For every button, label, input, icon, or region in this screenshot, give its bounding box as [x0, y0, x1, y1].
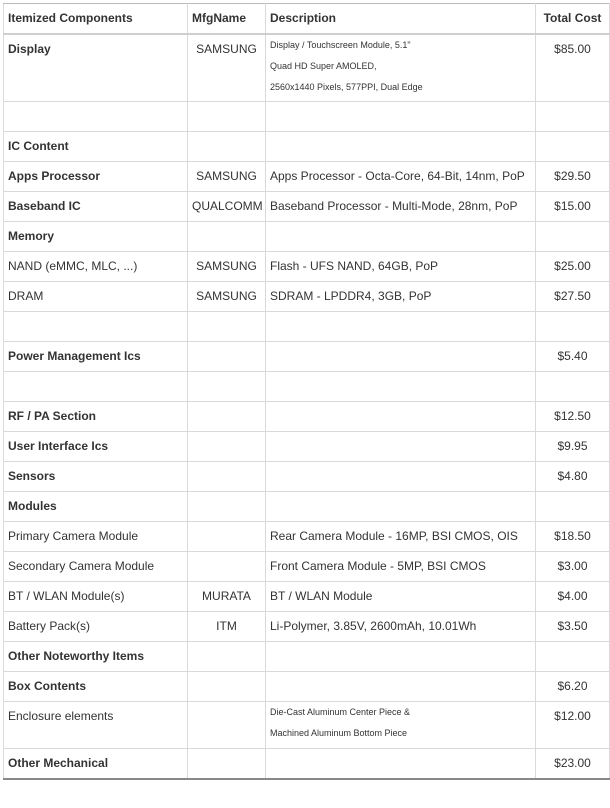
description-cell — [266, 222, 536, 252]
component-cell — [4, 102, 188, 132]
mfg-cell: ITM — [188, 612, 266, 642]
mfg-cell — [188, 462, 266, 492]
table-row — [4, 672, 610, 702]
header-component: Itemized Components — [4, 4, 188, 35]
cost-cell — [536, 372, 610, 402]
mfg-cell — [188, 132, 266, 162]
mfg-cell — [188, 552, 266, 582]
table-row — [4, 432, 610, 462]
cost-cell: $29.50 — [536, 162, 610, 192]
mfg-cell — [188, 222, 266, 252]
component-cell: Box Contents — [4, 672, 188, 702]
component-cell — [4, 372, 188, 402]
description-cell: Flash - UFS NAND, 64GB, PoP — [266, 252, 536, 282]
cost-cell: $18.50 — [536, 522, 610, 552]
table-row — [4, 192, 610, 222]
cost-cell: $85.00 — [536, 34, 610, 102]
description-line: 2560x1440 Pixels, 577PPI, Dual Edge — [270, 82, 423, 92]
table-row — [4, 702, 610, 749]
component-cell — [4, 312, 188, 342]
components-table — [3, 3, 610, 780]
cost-cell: $3.00 — [536, 552, 610, 582]
description-cell: Li-Polymer, 3.85V, 2600mAh, 10.01Wh — [266, 612, 536, 642]
mfg-cell — [188, 432, 266, 462]
mfg-cell — [188, 342, 266, 372]
cost-cell: $5.40 — [536, 342, 610, 372]
description-cell: BT / WLAN Module — [266, 582, 536, 612]
description-cell — [266, 432, 536, 462]
mfg-cell — [188, 522, 266, 552]
cost-cell: $25.00 — [536, 252, 610, 282]
component-cell: Sensors — [4, 462, 188, 492]
component-cell: Secondary Camera Module — [4, 552, 188, 582]
mfg-cell — [188, 642, 266, 672]
description-cell — [266, 672, 536, 702]
description-cell — [266, 702, 536, 749]
table-row — [4, 642, 610, 672]
cost-cell — [536, 492, 610, 522]
cost-cell: $23.00 — [536, 749, 610, 780]
mfg-cell — [188, 702, 266, 749]
description-cell — [266, 102, 536, 132]
table-row — [4, 462, 610, 492]
mfg-cell: SAMSUNG — [188, 34, 266, 102]
description-cell — [266, 342, 536, 372]
mfg-cell — [188, 402, 266, 432]
table-row — [4, 552, 610, 582]
description-cell: Apps Processor - Octa-Core, 64-Bit, 14nm, PoP — [266, 162, 536, 192]
component-cell: Apps Processor — [4, 162, 188, 192]
description-cell — [266, 492, 536, 522]
table-row — [4, 342, 610, 372]
header-description: Description — [266, 4, 536, 35]
mfg-cell — [188, 102, 266, 132]
table-row — [4, 162, 610, 192]
component-cell: BT / WLAN Module(s) — [4, 582, 188, 612]
table-row — [4, 612, 610, 642]
mfg-cell: SAMSUNG — [188, 162, 266, 192]
cost-cell: $15.00 — [536, 192, 610, 222]
cost-cell — [536, 102, 610, 132]
table-row — [4, 34, 610, 102]
description-cell — [266, 34, 536, 102]
table-row — [4, 102, 610, 132]
cost-cell: $4.80 — [536, 462, 610, 492]
table-row — [4, 582, 610, 612]
description-cell: SDRAM - LPDDR4, 3GB, PoP — [266, 282, 536, 312]
component-cell: Display — [4, 34, 188, 102]
cost-cell: $3.50 — [536, 612, 610, 642]
component-cell: IC Content — [4, 132, 188, 162]
cost-cell — [536, 312, 610, 342]
mfg-cell: SAMSUNG — [188, 252, 266, 282]
mfg-cell: SAMSUNG — [188, 282, 266, 312]
header-cost: Total Cost — [536, 4, 610, 35]
cost-cell: $4.00 — [536, 582, 610, 612]
mfg-cell — [188, 492, 266, 522]
cost-cell: $27.50 — [536, 282, 610, 312]
component-cell: Other Noteworthy Items — [4, 642, 188, 672]
description-cell — [266, 372, 536, 402]
mfg-cell — [188, 372, 266, 402]
table-row — [4, 252, 610, 282]
mfg-cell: MURATA — [188, 582, 266, 612]
description-line: Quad HD Super AMOLED, — [270, 61, 377, 71]
table-row — [4, 522, 610, 552]
component-cell: RF / PA Section — [4, 402, 188, 432]
table-row — [4, 402, 610, 432]
cost-cell: $12.00 — [536, 702, 610, 749]
component-cell: DRAM — [4, 282, 188, 312]
description-cell: Baseband Processor - Multi-Mode, 28nm, PoP — [266, 192, 536, 222]
cost-cell — [536, 222, 610, 252]
mfg-cell — [188, 749, 266, 780]
description-cell — [266, 402, 536, 432]
description-cell — [266, 462, 536, 492]
mfg-cell — [188, 672, 266, 702]
table-row — [4, 749, 610, 780]
cost-cell: $6.20 — [536, 672, 610, 702]
cost-cell: $12.50 — [536, 402, 610, 432]
table-row — [4, 132, 610, 162]
description-cell — [266, 312, 536, 342]
description-cell: Front Camera Module - 5MP, BSI CMOS — [266, 552, 536, 582]
component-cell: Enclosure elements — [4, 702, 188, 749]
table-row — [4, 492, 610, 522]
header-mfg: MfgName — [188, 4, 266, 35]
cost-cell: $9.95 — [536, 432, 610, 462]
component-cell: NAND (eMMC, MLC, ...) — [4, 252, 188, 282]
component-cell: Power Management Ics — [4, 342, 188, 372]
table-row — [4, 372, 610, 402]
component-cell: Other Mechanical — [4, 749, 188, 780]
header-row — [4, 4, 610, 35]
description-cell — [266, 642, 536, 672]
cost-cell — [536, 642, 610, 672]
component-cell: Battery Pack(s) — [4, 612, 188, 642]
component-cell: User Interface Ics — [4, 432, 188, 462]
component-cell: Baseband IC — [4, 192, 188, 222]
description-cell: Rear Camera Module - 16MP, BSI CMOS, OIS — [266, 522, 536, 552]
mfg-cell — [188, 312, 266, 342]
cost-cell — [536, 132, 610, 162]
description-cell — [266, 132, 536, 162]
description-line: Machined Aluminum Bottom Piece — [270, 728, 408, 738]
table-row — [4, 282, 610, 312]
description-line: Die-Cast Aluminum Center Piece & — [270, 707, 411, 717]
description-cell — [266, 749, 536, 780]
mfg-cell: QUALCOMM — [188, 192, 266, 222]
component-cell: Memory — [4, 222, 188, 252]
component-cell: Primary Camera Module — [4, 522, 188, 552]
table-row — [4, 312, 610, 342]
component-cell: Modules — [4, 492, 188, 522]
description-line: Display / Touchscreen Module, 5.1" — [270, 40, 411, 50]
table-row — [4, 222, 610, 252]
